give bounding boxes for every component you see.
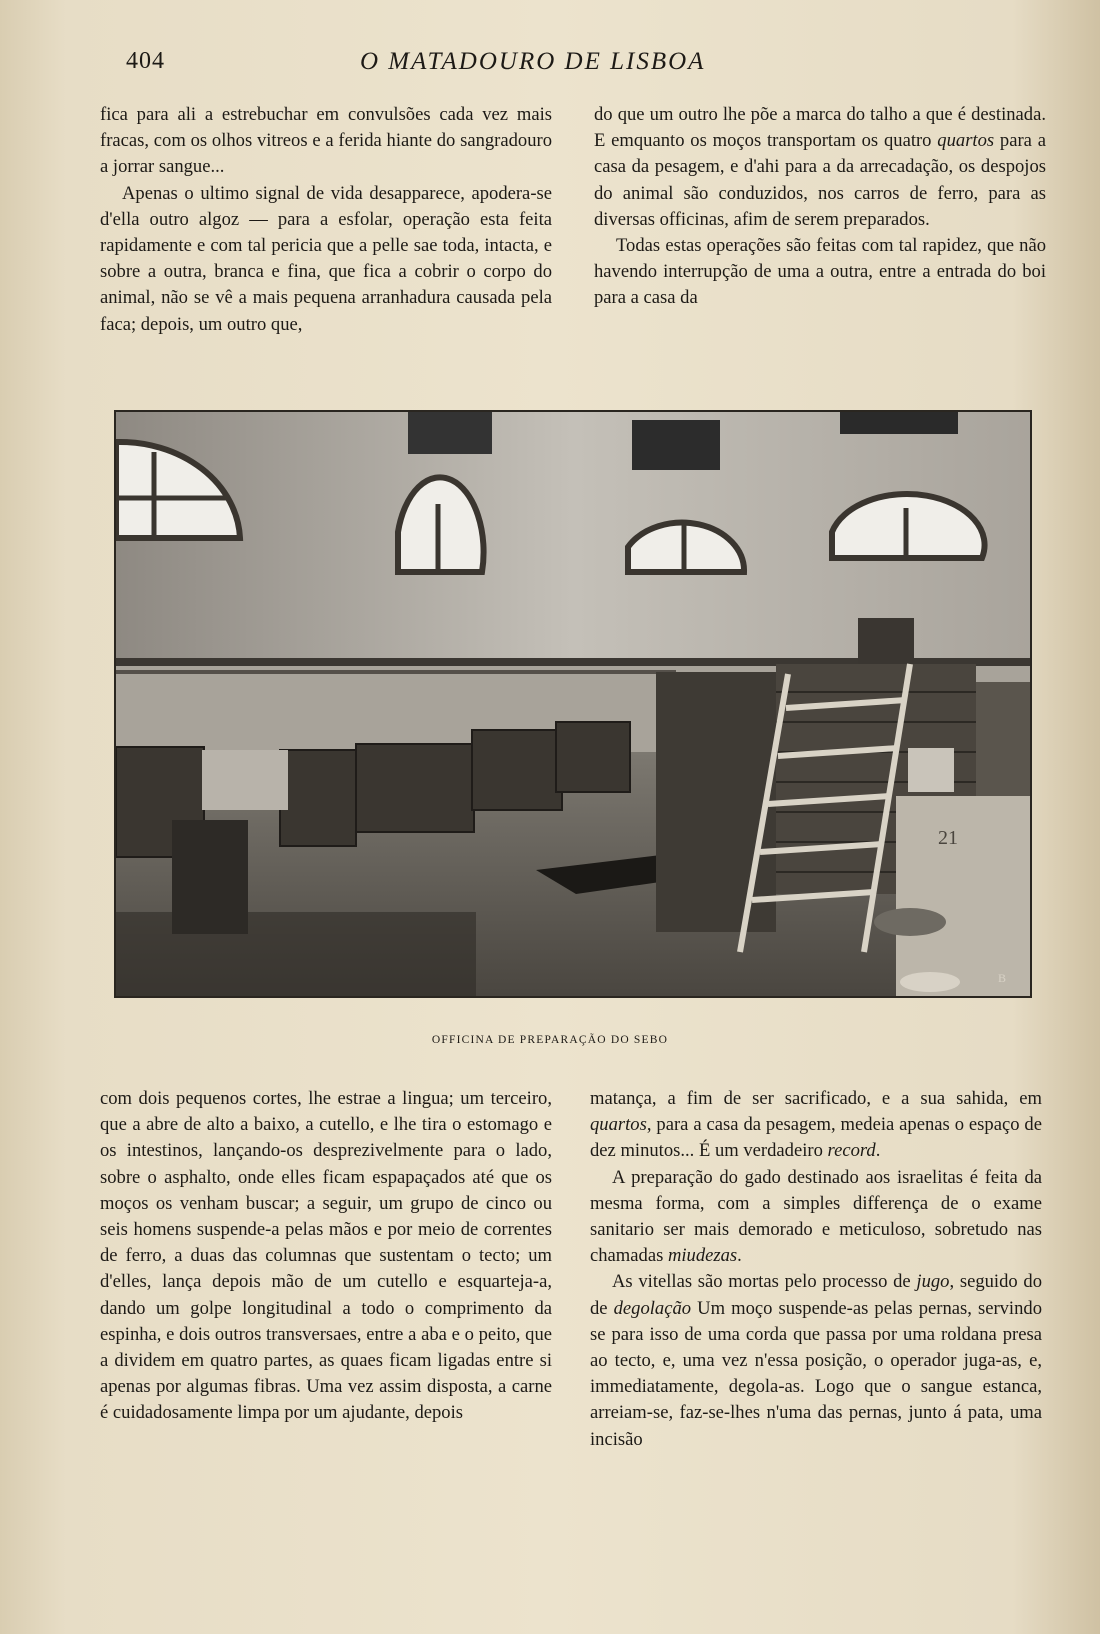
italic-term: miudezas (667, 1245, 738, 1267)
text-run: , para a casa da pesagem, medeia apenas o espaço de dez minutos... É um verdadeiro (590, 1114, 1042, 1162)
italic-term: quartos (937, 130, 995, 152)
text-run: para a casa da pesagem, e d'ahi para a da arrecadação, os despojos do animal são conduzidos, nos carros de ferro, para as diversas officinas, afim de serem preparados. (594, 130, 1046, 230)
italic-term: record (827, 1140, 876, 1162)
paragraph (594, 102, 1046, 233)
italic-term: jugo (916, 1271, 950, 1293)
text-run: do que um outro lhe põe a marca do talho a que é destinada. E emquanto os moços transportam os quatro (594, 104, 1046, 152)
italic-term: degolação (613, 1297, 692, 1319)
paragraph: Todas estas operações são feitas com tal rapidez, que não havendo interrupção de uma a outra, entre a entrada do boi para a casa da (594, 235, 1046, 309)
text-run: Um moço suspende-as pelas pernas, servindo se para isso de uma corda que passa por uma roldana presa ao tecto, e, uma vez n'essa posição, o operador juga-as, e, immediatamente, degola-as. Logo que o sangue estanca, arreiam-se, faz-se-lhes n'uma das pernas, junto á pata, uma incisão (590, 1297, 1042, 1450)
text-run: . (737, 1245, 742, 1267)
paragraph: Apenas o ultimo signal de vida desapparece, apodera-se d'ella outro algoz — para a esfolar, operação esta feita rapidamente e com tal pericia que a pelle sae toda, intacta, e sobre a outra, branca e fina, que fica a cobrir o corpo do animal, não se vê a mais pequena arranhadura causada pela faca; depois, um outro que, (100, 182, 552, 335)
text-run: matança, a fim de ser sacrificado, e a sua sahida, em (590, 1088, 1042, 1109)
photograph-illustration (116, 412, 1030, 996)
running-head (0, 44, 1100, 80)
paragraph (590, 1086, 1042, 1165)
column-bottom-right (590, 1086, 1042, 1453)
paragraph: com dois pequenos cortes, lhe estrae a lingua; um terceiro, que a abre de alto a baixo, a cutello, e lhe tira o estomago e os intestinos, lançando-os desprezivelmente para o lado, sobre o asphalto, onde elles ficam espapaçados até que os moços os venham buscar; a seguir, um grupo de cinco ou seis homens suspende-a pelas mãos e por meio de correntes de ferro, a duas das columnas que sustentam o tecto; um d'elles, lança depois mão de um cutello e esquarteja-a, dando um golpe longitudinal a todo o comprimento da espinha, e dois outros transversaes, entre a aba e o peito, que a dividem em quatro partes, as quaes ficam ligadas entre si apenas por algumas fibras. Uma vez assim disposta, a carne é cuidadosamente limpa por um ajudante, depois (100, 1088, 552, 1424)
text-run: A preparação do gado destinado aos israelitas é feita da mesma forma, com a simples differença de o exame sanitario ser mais demorado e meticuloso, sobretudo nas chamadas (590, 1166, 1042, 1267)
column-top-left (100, 102, 552, 338)
paragraph (590, 1165, 1042, 1270)
engraver-signature: B (998, 971, 1007, 985)
text-run: , seguido do de (590, 1271, 1042, 1319)
paragraph (590, 1269, 1042, 1452)
paragraph: fica para ali a estrebuchar em convulsões cada vez mais fracas, com os olhos vitreos e a ferida hiante do sangradouro a jorrar sangue... (100, 104, 552, 178)
running-title: O MATADOURO DE LISBOA (360, 48, 706, 75)
photograph-tallow-workshop (114, 410, 1032, 998)
wall-marking: 21 (938, 827, 958, 849)
text-run: . (875, 1140, 881, 1162)
page-number: 404 (126, 48, 165, 74)
column-bottom-left (100, 1086, 552, 1427)
figure-caption: OFFICINA DE PREPARAÇÃO DO SEBO (431, 1034, 669, 1046)
italic-term: quartos (590, 1114, 647, 1136)
column-top-right (594, 102, 1046, 312)
text-run: As vitellas são mortas pelo processo de (612, 1271, 917, 1293)
